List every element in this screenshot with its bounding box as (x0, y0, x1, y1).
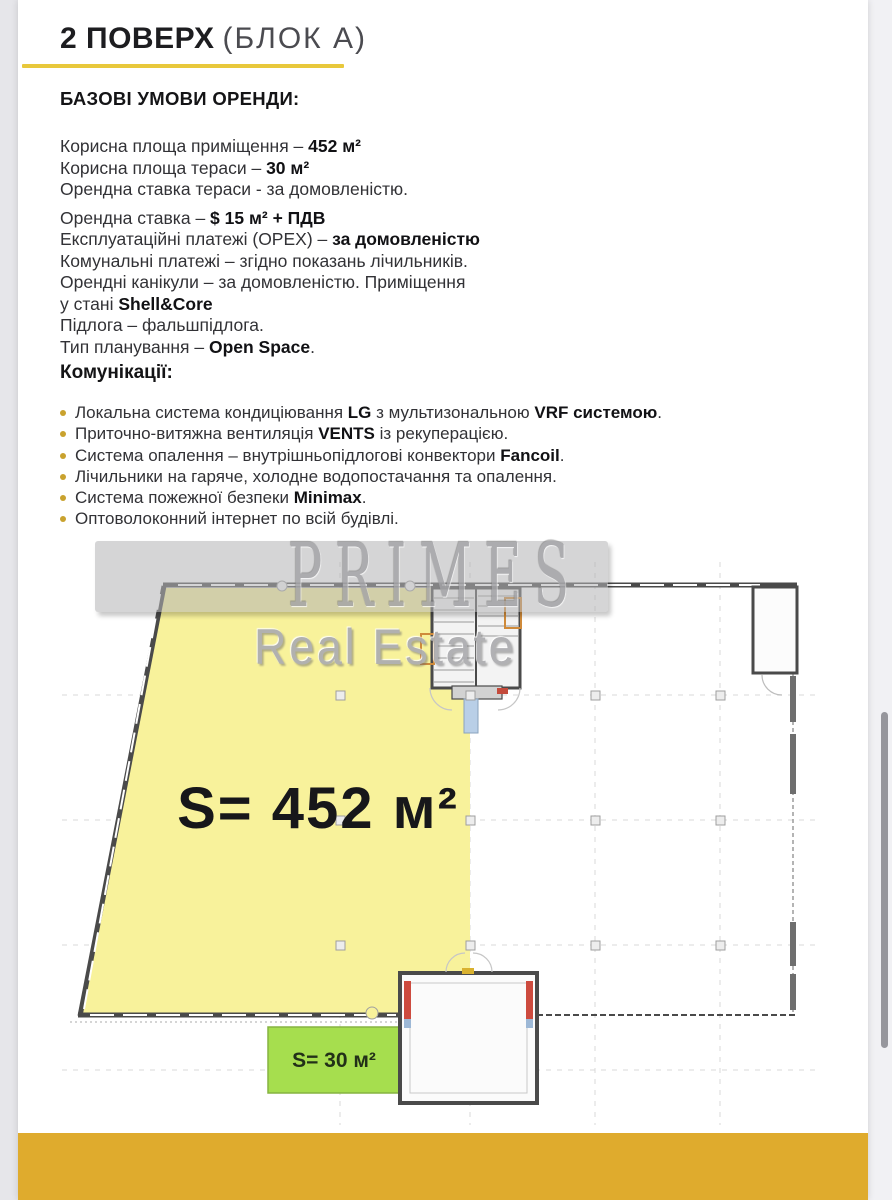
block-title: (БЛОК А) (222, 22, 367, 55)
watermark-subtitle-text: Real Estate (254, 619, 517, 675)
terrace-label: S= 30 м² (292, 1049, 376, 1072)
text-segment: Експлуатаційні платежі (OPEX) – (60, 229, 333, 249)
text-segment-bold: 30 м² (266, 157, 310, 178)
viewer-gutter-left (0, 0, 18, 1200)
text-segment-bold: $ 15 м² + ПДВ (210, 207, 326, 228)
glazing-stub (464, 699, 478, 733)
riser-right (526, 981, 533, 1019)
text-segment: Локальна система кондиціювання (75, 403, 348, 422)
text-line (60, 402, 662, 423)
text-line (60, 337, 480, 359)
document-page (18, 0, 868, 1200)
text-segment: Орендні канікули – за домовленістю. Приміщення (60, 272, 466, 292)
text-segment: у стані (60, 293, 119, 314)
watermark-brand-text: PRIMES (288, 524, 582, 627)
text-line (60, 315, 480, 337)
scrollbar-thumb[interactable] (881, 712, 888, 1048)
text-segment: Комунальні платежі – згідно показань лічильників. (60, 250, 468, 271)
text-segment-bold: VENTS (318, 424, 375, 444)
text-line (60, 158, 480, 180)
page-title (60, 22, 367, 56)
text-line (60, 487, 662, 508)
text-segment: . (310, 336, 315, 357)
text-segment-bold: VRF системою (534, 403, 658, 422)
text-segment: Система пожежної безпеки (75, 488, 294, 508)
terms-list (60, 136, 480, 358)
text-line (60, 208, 480, 230)
footer-accent-band (18, 1133, 868, 1200)
text-segment: Система опалення – внутрішньопідлогові конвектори (75, 445, 501, 465)
text-line (60, 251, 480, 273)
text-segment-bold: Open Space (208, 336, 311, 357)
text-segment: . (559, 445, 565, 465)
text-line (60, 272, 480, 294)
text-segment: Корисна площа тераси – (60, 157, 267, 178)
text-segment: з мультизональною (371, 403, 535, 422)
text-segment: Підлога – фальшпідлога. (60, 315, 264, 335)
text-segment: . (657, 403, 663, 422)
viewer-gutter-right (868, 0, 892, 1200)
text-segment: Приточно-витяжна вентиляція (75, 424, 319, 444)
text-line (60, 294, 480, 316)
text-line (60, 466, 662, 487)
text-segment-bold: Fancoil (500, 445, 560, 465)
text-segment-bold: за домовленістю (332, 229, 480, 249)
text-line (60, 423, 662, 444)
text-segment-bold: 452 м² (308, 136, 361, 156)
text-segment: Лічильники на гаряче, холодне водопостачання та опалення. (75, 466, 557, 486)
text-segment: . (361, 488, 367, 508)
text-segment: Оптоволоконний інтернет по всій будівлі. (75, 509, 399, 529)
text-segment-bold: Minimax (293, 488, 362, 508)
title-underline (22, 64, 344, 68)
riser-left (404, 981, 411, 1019)
communications-heading: Комунікації: (60, 362, 173, 383)
text-line (60, 445, 662, 466)
main-area-label: S= 452 м² (177, 776, 459, 841)
text-line (60, 179, 480, 201)
text-line (60, 229, 480, 251)
terms-heading: БАЗОВІ УМОВИ ОРЕНДИ: (60, 88, 300, 109)
text-segment-bold: Shell&Core (118, 293, 213, 314)
text-segment: Орендна ставка – (60, 207, 211, 228)
text-line (60, 136, 480, 158)
stairwell-room (400, 953, 537, 1103)
text-segment-bold: LG (347, 403, 372, 422)
fire-equip-mark (497, 688, 508, 694)
communications-list (60, 402, 662, 530)
text-segment: Корисна площа приміщення – (60, 136, 309, 156)
text-segment: Орендна ставка тераси - за домовленістю. (60, 179, 409, 199)
text-segment: із рекуперацією. (374, 424, 509, 444)
text-segment: Тип планування – (60, 336, 209, 357)
floor-title: 2 ПОВЕРХ (60, 22, 215, 55)
